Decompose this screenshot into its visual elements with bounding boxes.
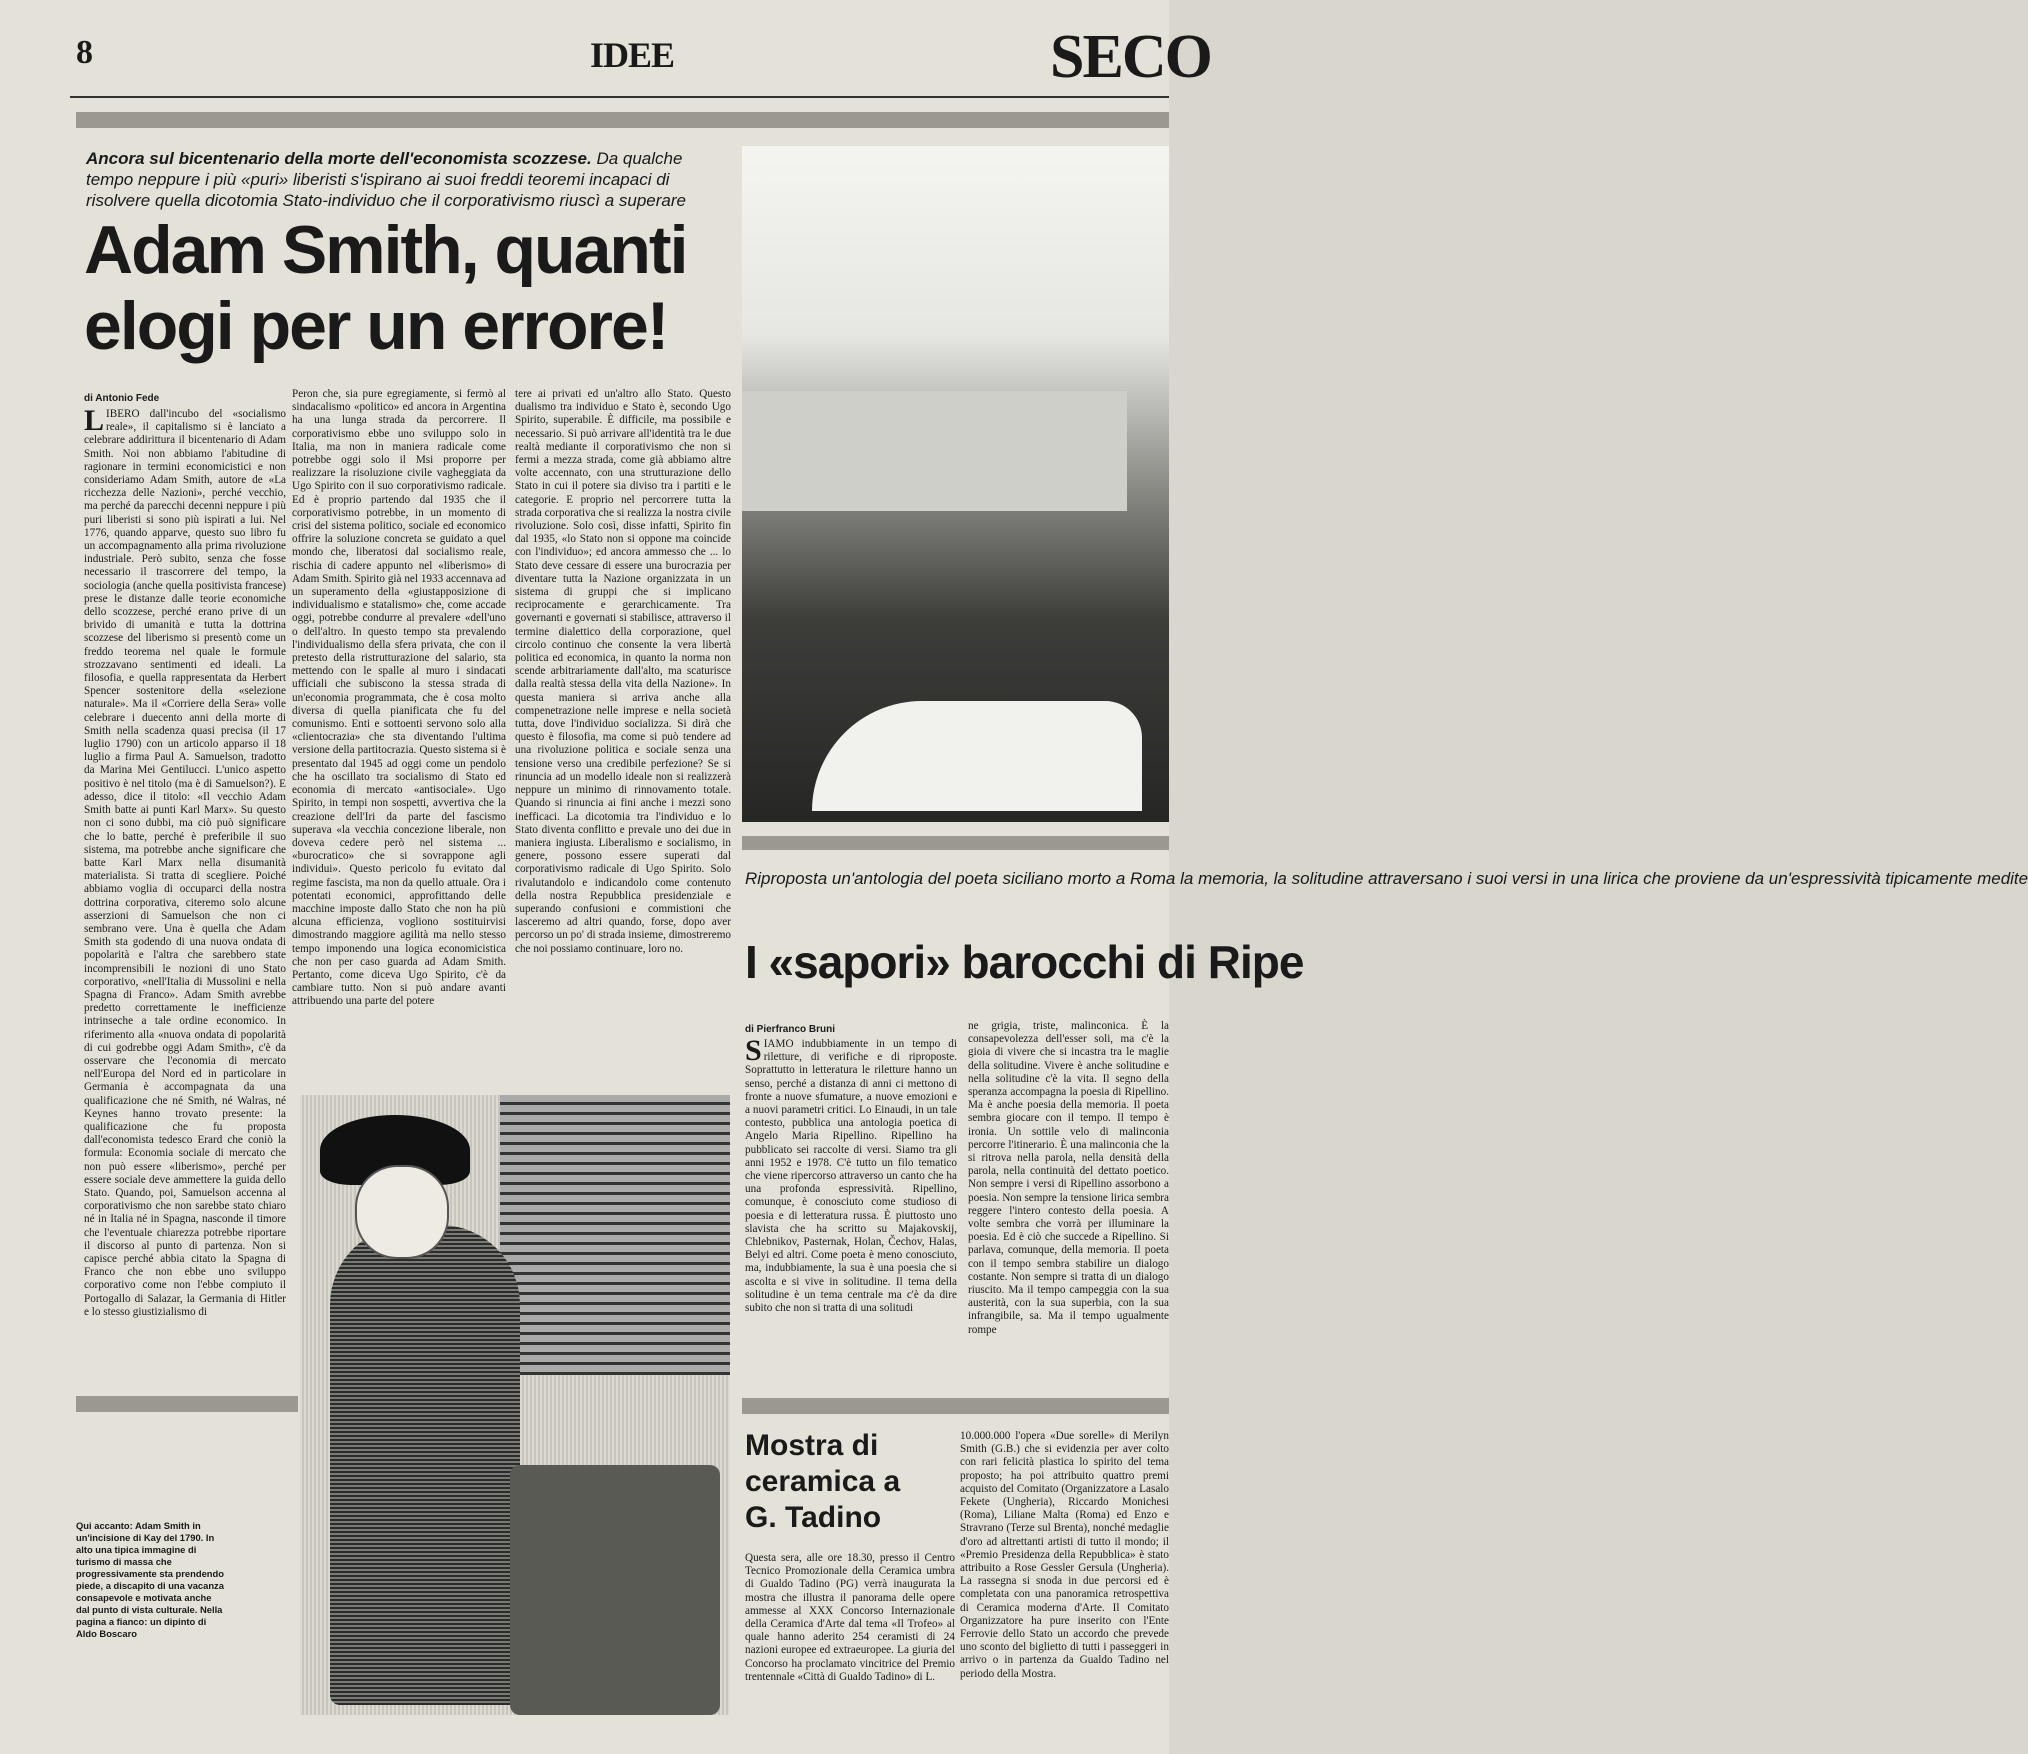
article2-band xyxy=(742,836,1169,850)
top-band xyxy=(76,112,1169,128)
engraving-table xyxy=(510,1465,720,1715)
left-bottom-band xyxy=(76,1396,298,1412)
article1-column-3: tere ai privati ed un'altro allo Stato. Questo dualismo tra individuo e Stato è, secondo Ugo Spirito, superabile. È difficile, ma possibile e necessario. Si può arrivare all'identità tra le due realtà mediante il corporativismo che non si fermi a mezza strada, come già abbiamo altre volte accennato, con una strutturazione dello Stato in cui il potere sia diviso tra i partiti e le categorie. E proprio nel percorrere tutta la strada corporativa che si realizza la nostra civile rivoluzione. Solo così, disse infatti, Spirito fin dal 1935, «lo Stato non si oppone ma coincide con l'individuo»; ed ancora ammesso che ... lo Stato deve cessare di essere una burocrazia per diventare tutta la Nazione organizzata in un sistema di gruppi che si implicano reciprocamente e gerarchicamente. Tra governanti e governati si stabilisce, attraverso il termine dialettico della corporazione, quel circolo continuo che consente la vera libertà politica ed economica, in quanto la norma non scende arbitrariamente dall'alto, ma scaturisce dalla realtà stessa della vita della Nazione». In questa maniera si arriva anche alla compenetrazione nelle imprese e nella società tutta, dove l'individuo socializza. Si dirà che questo è filosofia, ma come si può tendere ad una rivoluzione politica e sociale senza una tensione verso una credibile perfezione? Se si rinuncia ad un modello ideale non si realizzerà neppure un minimo di rinnovamento totale. Quando si rinuncia ai fini anche i mezzi sono inefficaci. La dicotomia tra l'individuo e lo Stato diventa conflitto e prevale uno dei due in maniera ingiusta. Liberalismo e socialismo, in genere, possono essere superati dal corporativismo radicale di Ugo Spirito. Solo rivalutandolo e indicandolo come contenuto della nostra Repubblica presidenziale e superando confusioni e commistioni che lasceremo ad altri quando, forse, dopo aver percorso un po' di strada insieme, dimostreremo che noi possiamo continuare, loro no. xyxy=(515,388,731,955)
car-roof xyxy=(812,701,1142,811)
top-rule xyxy=(70,96,1169,98)
article1-kicker-rest: Da qualche tempo neppure i più «puri» liberisti s'ispirano ai suoi freddi teoremi incapaci di risolvere quella dicotomia Stato-individuo che il corporativismo riuscì a superare xyxy=(86,149,686,210)
page-number: 8 xyxy=(76,34,93,71)
article1-headline: Adam Smith, quanti elogi per un errore! xyxy=(84,212,687,364)
article2-kicker: Riproposta un'antologia del poeta siciliano morto a Roma la memoria, la solitudine attraversano i suoi versi in una lirica che proviene da un'espressività tipicamente medite xyxy=(745,869,2028,888)
ship-deck xyxy=(742,391,1127,511)
engraving-window xyxy=(500,1095,730,1375)
article2-column-2: ne grigia, triste, malinconica. È la consapevolezza dell'esser soli, ma c'è la gioia di vivere che si incastra tra le maglie della solitudine. Vivere è anche solitudine e nella solitudine c'è la vita. Il segno della speranza accompagna la poesia di Ripellino. Ma è anche poesia della memoria. Il poeta sembra giocare con il tempo. Il tempo è ironia. Un sottile velo di malinconia percorre l'itinerario. È una malinconia che la si ritrova nella parola, nella densità della parola, nella continuità del dettato poetico. Non sempre i versi di Ripellino assorbono a poesia. Non sempre la tensione lirica sembra reggere l'intero contesto della poesia. A volte sembra che vorrà per illuminare la poesia. Ed è ciò che succede a Ripellino. Si parlava, comunque, della memoria. Il poeta con il tempo sembra stabilire un dialogo costante. Non sempre si tratta di un dialogo riuscito. Ma il tempo campeggia con la sua austerità, con la sua superbia, con la sua infrangibile, sa. Ma il tempo ugualmente rompe xyxy=(968,1020,1169,1336)
article1-drop-cap: L xyxy=(84,404,105,437)
article1-column-2: Peron che, sia pure egregiamente, si fermò al sindacalismo «politico» ed ancora in Argentina ha una lunga strada da percorrere. Il corporativismo ebbe uno sviluppo solo in Italia, ma non in maniera radicale come potrebbe oggi solo il Msi proporre per realizzare la risoluzione civile vagheggiata da Ugo Spirito con il suo corporativismo radicale. Ed è proprio partendo dal 1935 che il corporativismo potrebbe, in un momento di crisi del sistema politico, sociale ed economico offrire la soluzione concreta se guidato a quel mondo che, liberatosi dal socialismo reale, rischia di cadere appunto nel «liberismo» di Adam Smith. Spirito già nel 1933 accennava ad un superamento della «giustapposizione di individualismo e statalismo» che, come accade oggi, potrebbe condurre al prevalere «dell'uno o dell'altro. In questo tempo sta prevalendo l'individualismo della sfera privata, che con il pretesto della ristrutturazione del salario, sta mettendo con le spalle al muro i sindacati ufficiali che subiscono la stessa strada di un'economia programmata, che è cosa molto diversa di quella pianificata che fu del comunismo. Enti e sottoenti servono solo alla «clientocrazia» che sta diventando l'ultima versione della partitocrazia. Questo sistema si è presentato dal 1945 ad oggi come un pendolo che ha oscillato tra socialismo di Stato ed economia di mercato «antisociale». Ugo Spirito, in tempi non sospetti, avvertiva che la creazione dell'Iri da parte del fascismo superava «la vecchia concezione liberale, non doveva cedere però nel sistema ... «burocratico» che si sovrappone agli individui». Questo pericolo fu evitato dal regime fascista, ma non da quello attuale. Ora i potentati economici, approfittando delle macchine imposte dallo Stato che non ha più alcuna efficienza, vogliono sostituirvisi dimostrando maggiore agilità ma nello stesso tempo imponendo una logica economicistica che non per caso guarda ad Adam Smith. Pertanto, come diceva Ugo Spirito, c'è da cambiare tutto. Non si può andare avanti attribuendo una parte del potere xyxy=(292,388,506,1008)
article3-column-1: Questa sera, alle ore 18.30, presso il Centro Tecnico Promozionale della Ceramica umbra di Gualdo Tadino (PG) verrà inaugurata la mostra che illustra il panorama delle opere ammesse al XXX Concorso Internazionale della Ceramica d'Arte dal tema «Il Trofeo» al quale hanno aderito 254 ceramisti di 24 nazioni europee ed extraeuropee. La giuria del Concorso ha proclamato vincitrice del Premio trentennale «Città di Gualdo Tadino» di L. xyxy=(745,1552,955,1683)
article2-headline: I «sapori» barocchi di Ripe xyxy=(745,936,1304,988)
article3-band xyxy=(742,1398,1169,1414)
tourist-ship-photo xyxy=(742,146,1169,822)
masthead: SECO xyxy=(1050,23,1211,91)
article2-byline: di Pierfranco Bruni xyxy=(745,1024,836,1035)
article2-column-1 xyxy=(745,1034,957,1390)
adam-smith-engraving xyxy=(300,1095,730,1715)
article2-drop-cap: S xyxy=(745,1034,762,1067)
article1-column-1 xyxy=(84,404,286,1380)
article3-headline: Mostra di ceramica a G. Tadino xyxy=(745,1429,901,1534)
article1-kicker-bold: Ancora sul bicentenario della morte dell'economista scozzese. xyxy=(86,149,592,168)
article2-col1-text: IAMO indubbiamente in un tempo di riletture, di verifiche e di riproposte. Soprattutto in letteratura le riletture hanno un senso, perché a distanza di anni ci mettono di fronte a nuove sfumature, a nuove emozioni e a nuovi parametri critici. Lo Einaudi, in un tale contesto, pubblica una antologia poetica di Angelo Maria Ripellino. Ripellino ha pubblicato sei raccolte di versi. Siamo tra gli anni 1952 e 1978. C'è tutto un filo tematico che viene ripercorso attraverso un canto che ha una profonda espressività. Ripellino, comunque, è conosciuto come studioso di poesia e di letteratura russa. È piuttosto uno slavista che ha scritto su Majakovskij, Chlebnikov, Pasternak, Holan, Čechov, Halas, Belyi ed altri. Come poeta è meno conosciuto, ma, indubbiamente, la sua è una poesia che si ascolta e si vive in solitudine. Il tema della solitudine è un tema centrale ma c'è da dire subito che non si tratta di una solitudi xyxy=(745,1038,957,1315)
engraving-figure xyxy=(330,1225,520,1705)
article1-col1-text: IBERO dall'incubo del «socialismo reale», il capitalismo si è lanciato a celebrare addirittura il bicentenario di Adam Smith. Noi non abbiamo l'abitudine di ragionare in termini economicistici e non consideriamo Adam Smith, autore de «La ricchezza delle Nazioni», perché vecchio, ma perché da parecchi decenni neppure i più puri liberisti si sono più ispirati a lui. Nel 1776, quando apparve, questo suo libro fu un accompagnamento alla prima rivoluzione industriale. Però subito, senza che fosse necessario il trascorrere del tempo, la sociologia (anche quella positivista francese) prese le distanze dalle teorie economiche dello scozzese, perché erano prive di un brivido di umanità e tutta la dottrina scozzese del liberismo si presentò come un freddo teorema nel quale le formule strozzavano sentimenti ed ideali. La filosofia, e quella rappresentata da Herbert Spencer sostenitore della «selezione naturale». Ma il «Corriere della Sera» volle celebrare i duecento anni della morte di Smith nella scadenza quasi precisa (il 17 luglio 1790) con un articolo apparso il 18 luglio a firma Paul A. Samuelson, tradotto da Marina Mei Gentilucci. L'unico aspetto positivo è nel titolo (ma è di Samuelson?). E adesso, dice il titolo: «Il vecchio Adam Smith batte ai punti Karl Marx». Su questo non ci sono dubbi, ma ciò può significare che lo batte, perché è preferibile il suo sistema, ma potrebbe anche significare che batte Karl Marx nella disumanità materialista. Si tratta di scegliere. Poiché abbiamo voglia di occuparci della nostra dottrina corporativa, citeremo solo alcune asserzioni di Samuelson che non ci sembrano vere. Una è quella che Adam Smith sta godendo di una nuova ondata di popolarità e l'altra che sarebbero state incomprensibili le nozioni di uno Stato corporativo, «nell'Italia di Mussolini e nella Spagna di Franco». Adam Smith avrebbe predetto correttamente le inefficienze intrinseche a tale ordine economico. In riferimento alla «nuova ondata di popolarità di cui godrebbe oggi Adam Smith», c'è da osservare che l'economia di mercato nell'Europa del Nord ed in particolare in Germania è accompagnata da una qualificazione che né Smith, né Walras, né Keynes hanno trovato presente: la qualificazione che fu proposta dall'economista tedesco Erard che coniò la formula: Economia sociale di mercato che non può essere «liberismo», perché per essere sociale deve ammettere la guida dello Stato. Quando, poi, Samuelson accenna al corporativismo che non sarebbe stato chiaro né in Italia né in Spagna, nasconde il timore che l'eventuale chiarezza potrebbe riportare il discorso al punto di partenza. Non si capisce perché abbia citato la Spagna di Franco che non ebbe uno sviluppo corporativo come non l'ebbe compiuto il Portogallo di Salazar, la Germania di Hitler e lo stesso giustizialismo di xyxy=(84,408,286,1318)
article1-kicker xyxy=(86,148,726,211)
section-title: IDEE xyxy=(590,35,675,75)
photo-caption: Qui accanto: Adam Smith in un'incisione di Kay del 1790. In alto una tipica immagine di turismo di massa che progressivamente sta prendendo piede, a discapito di una vacanza consapevole e motivata anche dal punto di vista culturale. Nella pagina a fianco: un dipinto di Aldo Boscaro xyxy=(76,1520,224,1639)
article3-column-2: 10.000.000 l'opera «Due sorelle» di Merilyn Smith (G.B.) che si evidenzia per aver colto con rari felicità plastica lo spirito del tema proposto; ha poi attribuito quattro premi acquisto del Comitato (Organizzatore a Lasalo Fekete (Ungheria), Riccardo Monichesi (Roma), Liliane Malta (Roma) ed Enzo e Stravrano (Terze sul Brenta), nonché medaglie d'oro ad altrettanti artisti di tutto il mondo; il «Premio Presidenza della Repubblica» è stato attribuito a Rose Gessler Gersula (Ungheria). La rassegna si snoda in due percorsi ed è completata con una panoramica retrospettiva di Ceramica moderna d'Arte. Il Comitato Organizzatore ha pure inserito con l'Ente Ferrovie dello Stato un accordo che prevede uno sconto del biglietto di tutti i passeggeri in arrivo o in partenza da Gualdo Tadino nel periodo della Mostra. xyxy=(960,1430,1169,1680)
article1-byline: di Antonio Fede xyxy=(84,393,160,404)
engraving-head xyxy=(355,1165,449,1259)
